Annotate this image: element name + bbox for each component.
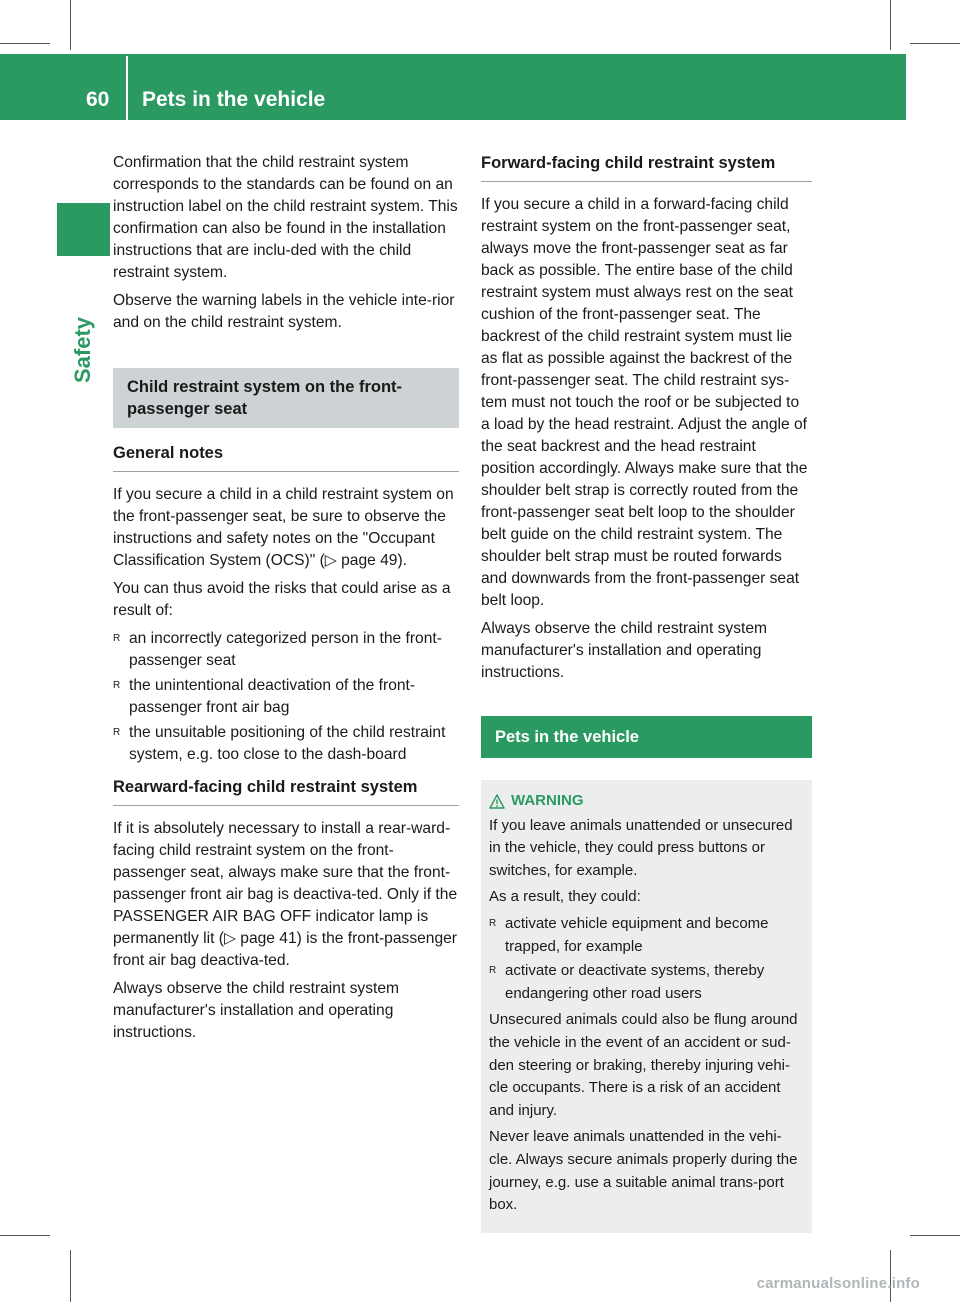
left-column: [113, 152, 459, 1050]
risk-list: [113, 628, 459, 766]
watermark: carmanualsonline.info: [756, 1275, 920, 1292]
subheading-general-notes: General notes: [113, 442, 459, 472]
warning-paragraph: As a result, they could:: [489, 888, 641, 906]
page-ref-link[interactable]: page 41: [240, 930, 297, 947]
page-ref-arrow-icon: ▷: [324, 552, 337, 569]
forward-paragraph: If you secure a child in a forward-facing child restraint system on the front-passenger seat, always move the front-passenger seat as far back as possible. The entire base of the child restraint system must always rest on the seat cushion of the front-passenger seat. The backrest of the child restraint system must lie as flat as possible against the backrest of the front-passenger seat. The child restraint sys-tem must not touch the roof or be subjected to a load by the head restraint. Adjust the angle of the seat backrest and the head restraint position accordingly. Always make sure that the shoulder belt strap is correctly routed from the front-passenger seat belt loop to the shoulder belt guide on the child restraint system. The shoulder belt strap must be routed forwards and downwards from the front-passenger seat belt loop.: [481, 196, 808, 609]
general-notes-paragraph: If you secure a child in a child restraint system on the front-passenger seat, be sure to observe the instructions and safety notes on the "Occupant Classification System (OCS)" (▷ page 49).: [113, 486, 454, 569]
side-tab: [57, 316, 110, 384]
header-band: [0, 54, 906, 120]
side-tab-marker: [57, 203, 110, 256]
page-ref-arrow-icon: ▷: [223, 930, 236, 947]
forward-paragraph: Always observe the child restraint system manufacturer's installation and operating instructions.: [481, 620, 767, 681]
warning-header: [489, 790, 804, 813]
crop-mark: [910, 43, 960, 44]
warning-title: WARNING: [511, 792, 584, 809]
crop-mark: [70, 0, 71, 50]
bullet-icon: R: [113, 633, 121, 644]
section-heading-front-passenger: Child restraint system on the front-passenger seat: [113, 368, 459, 428]
page-number: 60: [86, 88, 110, 111]
rearward-paragraph: If it is absolutely necessary to install a rear-ward-facing child restraint system on the front-passenger seat, always make sure that the front-passenger front air bag is deactiva-ted. Only if the PASSENGER AIR BAG OFF indicator lamp is permanently lit (▷ page 41) is the front-passenger front air bag deactiva-ted.: [113, 820, 458, 969]
warning-triangle-icon: [489, 794, 505, 809]
page-ref-link[interactable]: page 49: [341, 552, 398, 569]
crop-mark: [0, 43, 50, 44]
subheading-rearward: Rearward-facing child restraint system: [113, 776, 459, 806]
general-notes-paragraph: You can thus avoid the risks that could arise as a result of:: [113, 580, 451, 619]
list-item: R an incorrectly categorized person in the front-passenger seat: [113, 630, 442, 669]
header-divider: [126, 56, 128, 120]
bullet-icon: R: [489, 965, 497, 977]
subheading-forward: Forward-facing child restraint system: [481, 152, 812, 182]
crop-mark: [70, 1250, 71, 1302]
warning-paragraph: Never leave animals unattended in the vehi-cle. Always secure animals properly during the journey, e.g. use a suitable animal trans-port box.: [489, 1128, 798, 1214]
bullet-icon: R: [489, 917, 497, 929]
warning-box: [481, 780, 812, 1233]
bullet-icon: R: [113, 680, 121, 691]
crop-mark: [890, 0, 891, 50]
crop-mark: [0, 1235, 50, 1236]
list-item: R the unintentional deactivation of the front-passenger front air bag: [113, 677, 416, 716]
crop-mark: [910, 1235, 960, 1236]
warning-paragraph: If you leave animals unattended or unsecured in the vehicle, they could press buttons or switches, for example.: [489, 816, 793, 879]
warning-paragraph: Unsecured animals could also be flung around the vehicle in the event of an accident or sud-den steering or braking, thereby injuring vehi-cle occupants. There is a risk of an accident and injury.: [489, 1011, 798, 1119]
intro-paragraph: Confirmation that the child restraint system corresponds to the standards can be found on an instruction label on the child restraint system. This confirmation can also be found in the installation instructions that are inclu-ded with the child restraint system.: [113, 154, 458, 281]
page-title: Pets in the vehicle: [142, 88, 326, 111]
list-item: R activate or deactivate systems, thereby endangering other road users: [489, 962, 765, 1002]
warning-list: [489, 913, 804, 1005]
rearward-paragraph: Always observe the child restraint system manufacturer's installation and operating instructions.: [113, 980, 399, 1041]
right-column: [481, 152, 812, 1233]
intro-paragraph: Observe the warning labels in the vehicle inte-rior and on the child restraint system.: [113, 292, 455, 331]
section-heading-pets: Pets in the vehicle: [481, 716, 812, 758]
list-item: R the unsuitable positioning of the child restraint system, e.g. too close to the dash-board: [113, 724, 446, 763]
bullet-icon: R: [113, 727, 121, 738]
side-tab-label: Safety: [70, 316, 95, 384]
list-item: R activate vehicle equipment and become trapped, for example: [489, 914, 769, 955]
